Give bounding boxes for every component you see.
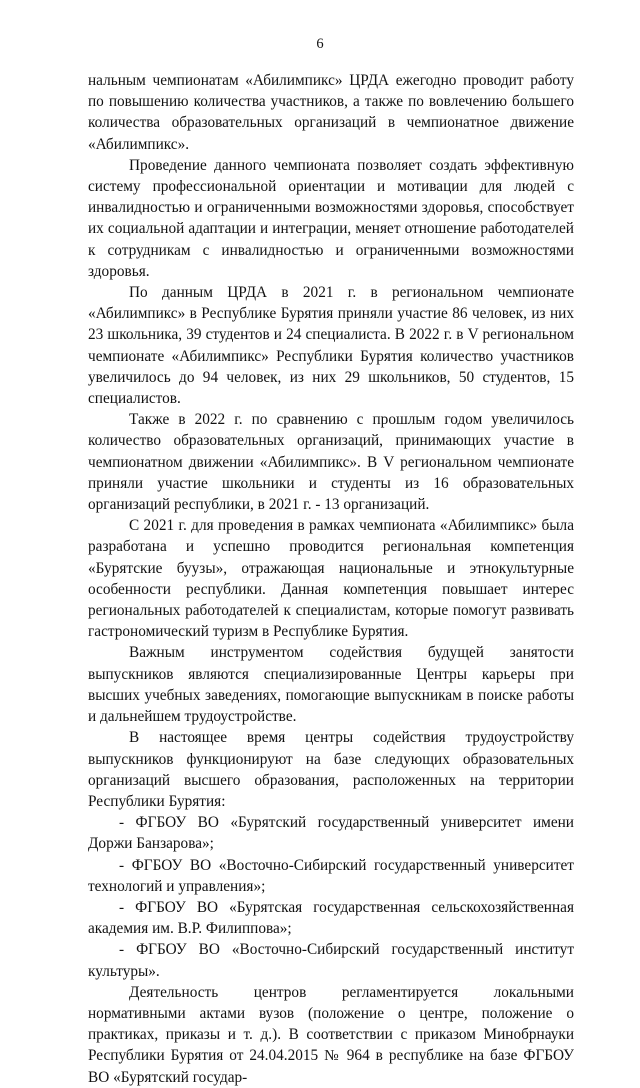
list-item: - ФГБОУ ВО «Бурятский государственный университет имени Доржи Банзарова»; — [88, 814, 574, 853]
paragraph: По данным ЦРДА в 2021 г. в региональном чемпионате «Абилимпикс» в Республике Бурятия приняли участие 86 человек, из них 23 школьника, 39 студентов и 24 специалиста. В 2022 г. в V региональном чемпионате «Абилимпикс» Республики Бурятия количество участников увеличилось до 94 человек, из них 29 школьников, 50 студентов, 15 специалистов. — [88, 284, 574, 408]
page-number: 6 — [316, 36, 324, 52]
document-body — [88, 70, 574, 1088]
list-item: - ФГБОУ ВО «Восточно-Сибирский государственный университет технологий и управления»; — [88, 856, 574, 895]
paragraph: В настоящее время центры содействия трудоустройству выпускников функционируют на базе следующих образовательных организаций высшего образования, расположенных на территории Республики Бурятия: — [88, 729, 574, 810]
paragraph: Проведение данного чемпионата позволяет создать эффективную систему профессиональной ориентации и мотивации для людей с инвалидностью и ограниченными возможностями здоровья, способствует их социальной адаптации и интеграции, меняет отношение работодателей к сотрудникам с инвалидностью и ограниченными возможностями здоровья. — [88, 156, 574, 280]
paragraph: Также в 2022 г. по сравнению с прошлым годом увеличилось количество образовательных организаций, принимающих участие в чемпионатном движении «Абилимпикс». В V региональном чемпионате приняли участие школьники и студенты из 16 образовательных организаций республики, в 2021 г. - 13 организаций. — [88, 411, 574, 514]
list-item: - ФГБОУ ВО «Бурятская государственная сельскохозяйственная академия им. В.Р. Филиппова»; — [88, 898, 574, 938]
paragraph: Важным инструментом содействия будущей занятости выпускников являются специализированные Центры карьеры при высших учебных заведениях, помогающие выпускникам в поиске работы и дальнейшем трудоустройстве. — [88, 644, 574, 726]
paragraph-continued: нальным чемпионатам «Абилимпикс» ЦРДА ежегодно проводит работу по повышению количества участников, а также по вовлечению большего количества образовательных организаций в чемпионатное движение «Абилимпикс». — [88, 72, 574, 153]
list-item: - ФГБОУ ВО «Восточно-Сибирский государственный институт культуры». — [88, 941, 574, 980]
paragraph: Деятельность центров регламентируется локальными нормативными актами вузов (положение о центре, положение о практиках, приказы и т. д.). В соответствии с приказом Минобрнауки Республики Бурятия от 24.04.2015 № 964 в республике на базе ФГБОУ ВО «Бурятский государ- — [88, 983, 574, 1086]
paragraph: С 2021 г. для проведения в рамках чемпионата «Абилимпикс» была разработана и успешно проводится региональная компетенция «Бурятские буузы», отражающая национальные и этнокультурные особенности республики. Данная компетенция повышает интерес региональных работодателей к специалистам, которые помогут развивать гастрономический туризм в Республике Бурятия. — [88, 517, 574, 641]
